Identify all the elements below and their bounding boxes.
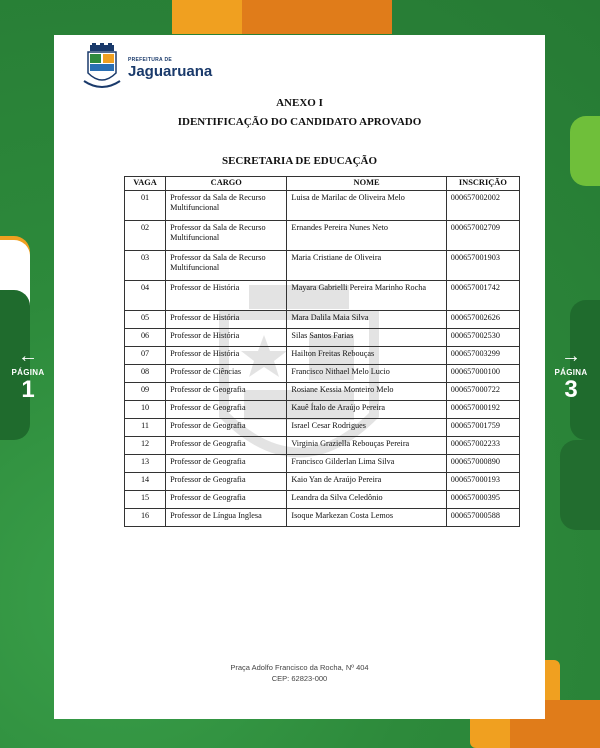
cell-inscricao: 000657000395 <box>446 490 519 508</box>
table-row <box>125 508 520 526</box>
cell-cargo: Professor de Geografia <box>166 472 287 490</box>
cell-nome: Hailton Freitas Rebouças <box>287 346 446 364</box>
cell-vaga: 08 <box>125 364 166 382</box>
cell-nome: Kauê Ítalo de Araújo Pereira <box>287 400 446 418</box>
cell-inscricao: 000657000722 <box>446 382 519 400</box>
column-header-nome: NOME <box>287 177 446 191</box>
cell-cargo: Professor de História <box>166 328 287 346</box>
decor-block <box>242 0 392 34</box>
column-header-inscricao: INSCRIÇÃO <box>446 177 519 191</box>
prev-page-button[interactable] <box>8 346 48 403</box>
cell-vaga: 01 <box>125 190 166 220</box>
decor-block <box>172 0 242 34</box>
cell-cargo: Professor de Geografia <box>166 454 287 472</box>
cell-vaga: 07 <box>125 346 166 364</box>
cell-vaga: 11 <box>125 418 166 436</box>
logo-name: Jaguaruana <box>128 63 213 80</box>
table-row <box>125 190 520 220</box>
cell-cargo: Professor de Geografia <box>166 418 287 436</box>
cell-inscricao: 000657002530 <box>446 328 519 346</box>
cell-inscricao: 000657000890 <box>446 454 519 472</box>
cell-nome: Kaio Yan de Araújo Pereira <box>287 472 446 490</box>
cell-nome: Mara Dalila Maia Silva <box>287 310 446 328</box>
cell-nome: Luisa de Marilac de Oliveira Melo <box>287 190 446 220</box>
logo-small-text: PREFEITURA DE <box>128 57 172 63</box>
cell-cargo: Professor da Sala de Recurso Multifuncional <box>166 220 287 250</box>
table-row <box>125 310 520 328</box>
cell-inscricao: 000657002002 <box>446 190 519 220</box>
logo <box>82 43 232 93</box>
arrow-left-icon: ← <box>18 345 38 367</box>
prev-page-label: PÁGINA <box>11 368 45 377</box>
cell-nome: Leandra da Silva Celedônio <box>287 490 446 508</box>
table-row <box>125 346 520 364</box>
cell-inscricao: 000657001742 <box>446 280 519 310</box>
table-row <box>125 400 520 418</box>
table-row <box>125 472 520 490</box>
cell-vaga: 14 <box>125 472 166 490</box>
arrow-right-icon: → <box>561 345 581 367</box>
footer-cep: CEP: 62823-000 <box>271 674 328 683</box>
cell-inscricao: 000657000588 <box>446 508 519 526</box>
decor-block <box>560 440 600 530</box>
crest-icon <box>82 43 122 93</box>
decor-block <box>570 116 600 186</box>
cell-vaga: 02 <box>125 220 166 250</box>
cell-cargo: Professor de Língua Inglesa <box>166 508 287 526</box>
table-row <box>125 280 520 310</box>
table-row <box>125 490 520 508</box>
cell-cargo: Professor da Sala de Recurso Multifuncional <box>166 190 287 220</box>
column-header-vaga: VAGA <box>125 177 166 191</box>
table-header-row <box>125 177 520 191</box>
cell-vaga: 16 <box>125 508 166 526</box>
section-title: SECRETARIA DE EDUCAÇÃO <box>221 155 378 167</box>
table-row <box>125 436 520 454</box>
next-page-label: PÁGINA <box>554 368 588 377</box>
cell-nome: Francisco Gilderlan Lima Silva <box>287 454 446 472</box>
cell-cargo: Professor de Geografia <box>166 400 287 418</box>
cell-inscricao: 000657000193 <box>446 472 519 490</box>
cell-inscricao: 000657001903 <box>446 250 519 280</box>
approved-candidates-table <box>124 176 520 527</box>
cell-vaga: 05 <box>125 310 166 328</box>
cell-cargo: Professor de Ciências <box>166 364 287 382</box>
table-row <box>125 328 520 346</box>
cell-nome: Francisco Nithael Melo Lucio <box>287 364 446 382</box>
table-row <box>125 454 520 472</box>
cell-vaga: 13 <box>125 454 166 472</box>
cell-nome: Isoque Markezan Costa Lemos <box>287 508 446 526</box>
cell-nome: Israel Cesar Rodrigues <box>287 418 446 436</box>
annex-title: ANEXO I <box>276 97 323 109</box>
cell-nome: Virginia Graziella Rebouças Pereira <box>287 436 446 454</box>
table-row <box>125 364 520 382</box>
next-page-button[interactable] <box>551 346 591 403</box>
cell-cargo: Professor de História <box>166 280 287 310</box>
cell-inscricao: 000657002233 <box>446 436 519 454</box>
cell-vaga: 06 <box>125 328 166 346</box>
cell-inscricao: 000657002709 <box>446 220 519 250</box>
cell-nome: Silas Santos Farias <box>287 328 446 346</box>
cell-vaga: 09 <box>125 382 166 400</box>
cell-cargo: Professor de Geografia <box>166 382 287 400</box>
prev-page-number: 1 <box>21 376 35 403</box>
cell-cargo: Professor da Sala de Recurso Multifuncional <box>166 250 287 280</box>
table-row <box>125 220 520 250</box>
cell-vaga: 04 <box>125 280 166 310</box>
cell-inscricao: 000657000100 <box>446 364 519 382</box>
cell-nome: Mayara Gabrielli Pereira Marinho Rocha <box>287 280 446 310</box>
cell-cargo: Professor de Geografia <box>166 490 287 508</box>
cell-vaga: 10 <box>125 400 166 418</box>
column-header-cargo: CARGO <box>166 177 287 191</box>
document-page <box>54 35 545 719</box>
cell-cargo: Professor de História <box>166 346 287 364</box>
cell-cargo: Professor de Geografia <box>166 436 287 454</box>
next-page-number: 3 <box>564 376 578 403</box>
table-row <box>125 382 520 400</box>
cell-vaga: 12 <box>125 436 166 454</box>
cell-inscricao: 000657003299 <box>446 346 519 364</box>
cell-vaga: 15 <box>125 490 166 508</box>
cell-inscricao: 000657002626 <box>446 310 519 328</box>
table-row <box>125 250 520 280</box>
cell-inscricao: 000657001759 <box>446 418 519 436</box>
cell-cargo: Professor de História <box>166 310 287 328</box>
table-row <box>125 418 520 436</box>
cell-inscricao: 000657000192 <box>446 400 519 418</box>
footer-address: Praça Adolfo Francisco da Rocha, Nº 404 <box>230 663 369 672</box>
cell-nome: Rosiane Kessia Monteiro Melo <box>287 382 446 400</box>
cell-nome: Ernandes Pereira Nunes Neto <box>287 220 446 250</box>
document-subtitle: IDENTIFICAÇÃO DO CANDIDATO APROVADO <box>177 116 422 128</box>
cell-vaga: 03 <box>125 250 166 280</box>
cell-nome: Maria Cristiane de Oliveira <box>287 250 446 280</box>
